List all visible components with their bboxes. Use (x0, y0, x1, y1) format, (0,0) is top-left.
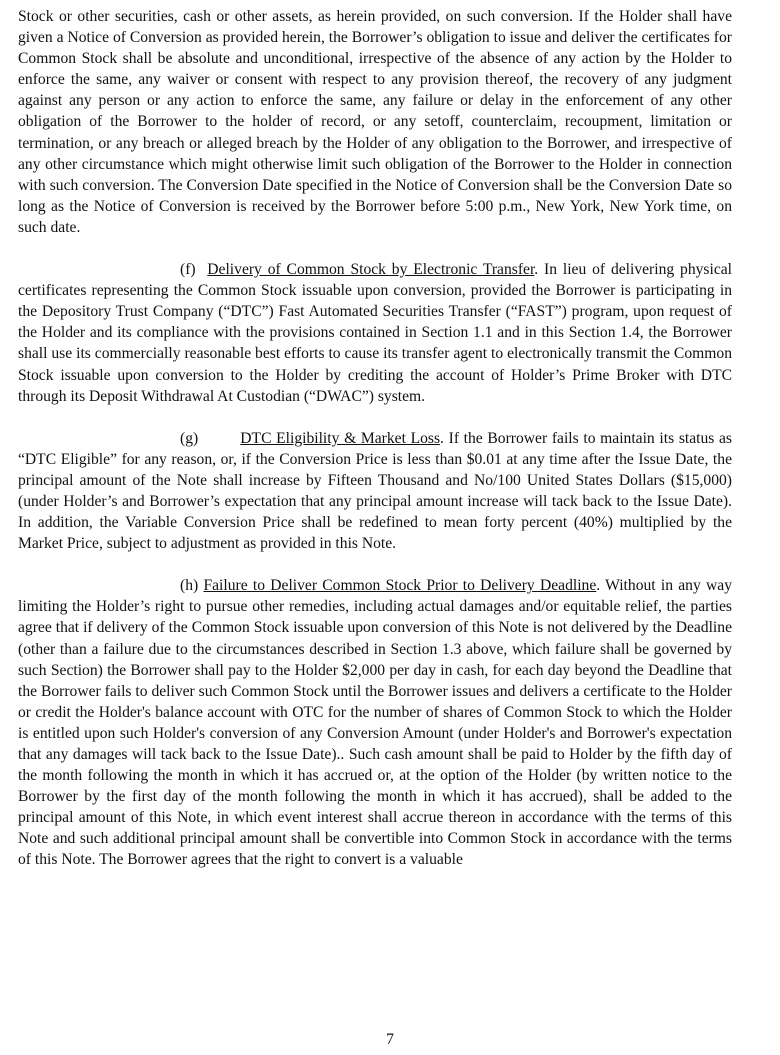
section-f-body: . In lieu of delivering physical certificates representing the Common Stock issuable upon conversion, provided the Borrower is participating in the Depository Trust Company (“DTC”) Fast Automated Securities Transfer (“FAST”) program, upon request of the Holder and its compliance with the provisions contained in Section 1.1 and in this Section 1.4, the Borrower shall use its commercially reasonable best efforts to cause its transfer agent to electronically transmit the Common Stock issuable upon conversion to the Holder by crediting the account of Holder’s Prime Broker with DTC through its Deposit Withdrawal At Custodian (“DWAC”) system. (18, 261, 732, 405)
section-g-heading: DTC Eligibility & Market Loss (240, 429, 441, 447)
section-g-label: (g) (180, 429, 199, 447)
section-f-heading: Delivery of Common Stock by Electronic Transfer (207, 261, 535, 279)
section-h-heading: Failure to Deliver Common Stock Prior to Delivery Deadline (203, 577, 597, 595)
section-h-body: . Without in any way limiting the Holder’s right to pursue other remedies, including actual damages and/or equitable relief, the parties agree that if delivery of the Common Stock issuable upon conversion of this Note is not delivered by the Deadline (other than a failure due to the circumstances described in Section 1.3 above, which failure shall be governed by such Section) the Borrower shall pay to the Holder $2,000 per day in cash, for each day beyond the Deadline that the Borrower fails to deliver such Common Stock until the Borrower issues and delivers a certificate to the Holder or credit the Holder's balance account with OTC for the number of shares of Common Stock to which the Holder is entitled upon such Holder's conversion of any Conversion Amount (under Holder's and Borrower's expectation that any damages will tack back to the Issue Date).. Such cash amount shall be paid to Holder by the fifth day of the month following the month in which it has accrued or, at the option of the Holder (by written notice to the Borrower by the first day of the month following the month in which it has accrued), shall be added to the principal amount of this Note, in which event interest shall accrue thereon in accordance with the terms of this Note and such additional principal amount shall be convertible into Common Stock in accordance with the terms of this Note. The Borrower agrees that the right to convert is a valuable (18, 577, 732, 869)
section-h-label: (h) (180, 577, 199, 595)
page-number: 7 (386, 1031, 394, 1048)
section-g-paragraph (18, 428, 732, 555)
section-f-paragraph (18, 259, 732, 407)
continuation-paragraph: Stock or other securities, cash or other assets, as herein provided, on such conversion. If the Holder shall have given a Notice of Conversion as provided herein, the Borrower’s obligation to issue and deliver the certificates for Common Stock shall be absolute and unconditional, irrespective of the absence of any action by the Holder to enforce the same, any waiver or consent with respect to any provision thereof, the recovery of any judgment against any person or any action to enforce the same, any failure or delay in the enforcement of any other obligation of the Borrower to the holder of record, or any setoff, counterclaim, recoupment, limitation or termination, or any breach or alleged breach by the Holder of any obligation to the Borrower, and irrespective of any other circumstance which might otherwise limit such obligation of the Borrower to the Holder in connection with such conversion. The Conversion Date specified in the Notice of Conversion shall be the Conversion Date so long as the Notice of Conversion is received by the Borrower before 5:00 p.m., New York, New York time, on such date. (18, 8, 732, 236)
section-f-label: (f) (180, 261, 196, 279)
section-g-body: . If the Borrower fails to maintain its status as “DTC Eligible” for any reason, or, if the Conversion Price is less than $0.01 at any time after the Issue Date, the principal amount of the Note shall increase by Fifteen Thousand and No/100 United States Dollars ($15,000) (under Holder’s and Borrower’s expectation that any principal amount increase will tack back to the Issue Date). In addition, the Variable Conversion Price shall be redefined to mean forty percent (40%) multiplied by the Market Price, subject to adjustment as provided in this Note. (18, 429, 732, 553)
section-h-paragraph (18, 575, 732, 870)
document-page (18, 6, 732, 871)
